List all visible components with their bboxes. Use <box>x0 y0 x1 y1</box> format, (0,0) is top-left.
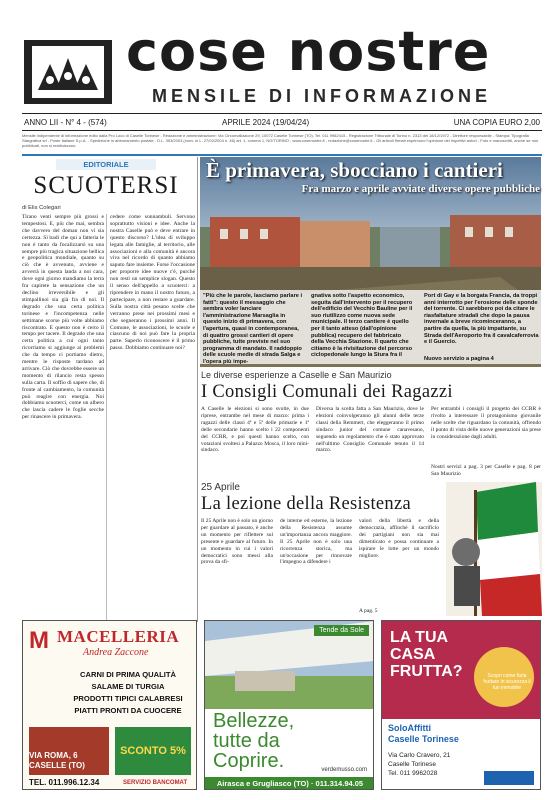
tende-slogan-2: tutte da <box>213 730 280 752</box>
solo-q2: CASA <box>390 646 436 663</box>
masthead-subtitle: MENSILE DI INFORMAZIONE <box>152 86 491 106</box>
macelleria-line-4: PIATTI PRONTI DA CUOCERE <box>74 706 182 715</box>
macelleria-phone: TEL. 011.996.12.34 <box>29 778 100 787</box>
resistenza-ref: A pag. 5 <box>359 608 378 614</box>
tende-footer: Airasca e Grugliasco (TO) · 011.314.94.05 <box>205 777 374 790</box>
ragazzi-ref: Nostri servizi a pag. 3 per Caselle e pag. 8 per San Maurizio <box>431 464 541 477</box>
ad-soloaffitti[interactable] <box>381 620 541 790</box>
macelleria-logo-icon: M <box>29 627 49 654</box>
solo-q1: LA TUA <box>390 629 449 646</box>
hero-title: È primavera, sbocciano i cantieri <box>206 158 503 182</box>
tende-slogan-1: Bellezze, <box>213 710 295 732</box>
ad-macelleria[interactable] <box>22 620 197 790</box>
hero-caption-1: "Più che le parole, lasciamo parlare i fatti": questo il messaggio che sembra voler lanciare l'amministrazione Marsaglia in questo inizio di primavera, con l'apertura, quasi in contemporanea, di quattro grossi cantieri di opere pubbliche, tutte previste nel suo programma di mandato. Il raddoppio delle scuole medie di strada Salga e l'opera più impe- <box>203 293 303 365</box>
top-rule <box>22 113 542 114</box>
solo-q3: FRUTTA? <box>390 663 463 680</box>
macelleria-line-1: CARNI DI PRIMA QUALITÀ <box>80 670 176 679</box>
ragazzi-column-1: A Caselle le elezioni si sono svolte, in due riprese, entrambe nel mese di marzo: prima i ragazzi delle classi 4ª e 5ª delle primarie e 1ª delle secondarie hanno scelto i 22 componenti del CCRR, e poi questi hanno scelto, con votazioni svoltesi a Palazzo Mosca, il loro mini-sindaco. <box>201 406 309 454</box>
editorial-column-1: Tirano venti sempre più grossi e tempestosi. E, più che mai, sembra che davvero del doman non vi sia certezza. Si badi che qui a fatteria le non è tanto da focalizzarsi su una sempre più tragica situazione bellica e geopolitica mondiale, quanto su ciò che è avvenuto, avviene e avverrà in questa landa a noi cara, dove ogni giorno mandiamo la terra fra capirete la sensazione che un declino irreversibile e gli stimpallinoi sia già fra di noi. Il degrado che una certa politica torinese e l'incompetenza nelle settimane scorse più volte abbiamo riscontrato. E questo non è certo il tempo per tacere. Il degrado che una certa politica a cui ogni tanto ricorriamo si aggiunge ai problemi che da tempo ci portiamo dietro, mentre le risposte tardano ad arrivare. Ciò che dovrebbe essere un momento di rilancio resta spesso sulla carta. Il soffio di sapere che, di fronte al cambiamento, la comunità può reagire con energia. Noi dobbiamo scuoterci, come un albero che lascia cadere le foglie secche per rinascere in primavera. <box>22 214 104 421</box>
cose-nostre-logo <box>22 36 114 108</box>
ragazzi-column-2: Diversa la scelta fatta a San Maurizio, dove le elezioni coinvolgeranno gli alunni delle terze classi della Remmert, che eleggeranno il primo sindaco junior del comune canavesano, seguendo un regolamento che è stato approvato nell'ultimo Consiglio Comunale tenuto il 14 marzo. <box>316 406 424 454</box>
issue-date: APRILE 2024 (19/04/24) <box>222 118 310 127</box>
solo-logo-icon <box>484 771 534 785</box>
ragazzi-kicker: Le diverse esperienze a Caselle e San Maurizio <box>201 370 392 380</box>
resistenza-illustration <box>446 482 542 616</box>
solo-brand: SoloAffitti <box>388 723 431 733</box>
masthead-title: cose nostre <box>126 20 491 83</box>
solo-phone: Tel. 011 9962028 <box>388 770 438 777</box>
macelleria-products <box>63 669 193 717</box>
hero-caption-ref: Nuovo servizio a pagina 4 <box>424 356 494 362</box>
editorial-author: di Elis Colegari <box>22 205 61 211</box>
macelleria-city: CASELLE (TO) <box>29 761 85 770</box>
tende-slogan-3: Coprire. <box>213 750 285 772</box>
hero-subtitle: Fra marzo e aprile avviate diverse opere pubbliche <box>301 183 540 195</box>
solo-address <box>388 751 450 778</box>
resistenza-column-2: de interne ed esterne, la lezione della Resistenza assume un'importanza ancora maggiore. Il 25 Aprile non è solo una ricorrenza storica, ma un'occasione per rinnovare l'impegno a difendere i <box>280 518 352 566</box>
editorial-title: SCUOTERSI <box>33 172 179 199</box>
solo-addr-1: Via Carlo Cravero, 21 <box>388 752 451 759</box>
macelleria-line-3: PRODOTTI TIPICI CALABRESI <box>73 694 183 703</box>
solo-question <box>390 629 463 680</box>
ad-tende[interactable] <box>204 620 374 790</box>
editorial-column-2: cedere come sonnambuli. Servono soprattutto visioni e idee. Anche la nostra Caselle può e deve entrare in questo discorso? L'idea di sviluppo legata alle famiglie, al territorio, alle associazioni e alla comunità è ancora viva nel ricordo di quanto abbiamo saputo fare insieme. Forse l'occasione per proporre idee nuove c'è, purché non resti un semplice slogan. Questo il senso dell'appello a scuoterci: a riprendere in mano il nostro futuro, a partecipare, a non restare a guardare. Sulla nostra città pesano scelte che verranno prese nei prossimi mesi e che segneranno i prossimi anni. Il Comune, le associazioni, le scuole e ciascuno di noi può fare la propria parte. Saperlo riconoscere è il primo passo. Dobbiamo continuare noi? <box>110 214 195 352</box>
issue-price: UNA COPIA EURO 2,00 <box>453 118 540 127</box>
blue-rule <box>22 154 542 156</box>
issue-rule <box>22 130 542 131</box>
hero-caption-2: gnativa sotto l'aspetto economico, seguita dall'intervento per il recupero dell'edificio del Vecchio Bauline per il suo riutilizzo come nuova sede municipale. Il terzo cantiere è quello per il tanto atteso (dall'opinione pubblica) recupero del fabbricato della Vecchia Stazione. Il quarto che citiamo è la rivisitazione del percorso ciclopedonale lungo la Stura fra il <box>311 293 413 359</box>
ragazzi-column-3: Per entrambi i consigli il progetto dei CCRR è rivolto a interessare il protagonismo giovanile nelle scelte che riguardano la comunità, offrendo il punto di vista delle nuove generazioni sia prese in considerazione dagli adulti. <box>431 406 541 440</box>
issue-line <box>22 116 542 130</box>
resistenza-column-3: valori della libertà e della democrazia, affinché il sacrificio dei partigiani non sia mai dimenticato e possa continuare a ispirare le lotte per un mondo migliore. <box>359 518 439 559</box>
resistenza-title: La lezione della Resistenza <box>201 494 411 514</box>
solo-tagline: Scopri come farla fruttare in sicurezza il tuo immobile <box>483 673 531 691</box>
tende-brand: Tende da Sole <box>314 625 369 636</box>
legal-text: Mensile indipendente di informazione edito dalla Pro Loco di Caselle Torinese - Redazione e amministrazione: Via Circonvallazione 29, 10072 Caselle Torinese (TO), Tel. 011 9962415 - Registrazione Tribunale di Torino n. 2313 del 18/12/1972 - Direttore responsabile - Stampa: Tipografia Stargrafica srl - Poste Italiane S.p.A. - Spedizione in abbonamento postale - D.L. 353/2003 (conv. in L. 27/02/2004 n. 46) art. 1, comma 1, NO/TORINO - www.cosenostre.it - redazione@cosenostre.it - Gli articoli firmati esprimono l'opinione dei rispettivi autori - Foto e manoscritti, anche se non pubblicati, non si restituiscono. <box>22 133 539 148</box>
ragazzi-title: I Consigli Comunali dei Ragazzi <box>201 382 453 402</box>
resistenza-column-1: Il 25 Aprile non è solo un giorno per guardare al passato, è anche un momento per riflettere sul presente e guardare al futuro. In un momento in cui i valori democratici sono messi alla prova da sfi- <box>201 518 273 566</box>
solo-branch: Caselle Torinese <box>388 734 459 744</box>
solo-addr-2: Caselle Torinese <box>388 761 436 768</box>
macelleria-promo: SCONTO 5% <box>115 727 191 775</box>
hero-caption-3: Port di Gay e la borgata Francia, da troppi anni interrotto per l'erosione delle sponde del torrente. Ci sarebbero poi da citare le riasfaltature stradali che dopo la pausa invernale a breve ricominceranno, a partire da quella, la più impattante, su Strada dell'Aeroporto fra il cavalcaferrovia e il Guercio. <box>424 293 539 346</box>
column-divider <box>197 157 198 622</box>
tende-site: verdemusso.com <box>321 767 367 773</box>
macelleria-line-2: SALAME DI TURGIA <box>91 682 165 691</box>
issue-number: ANNO LII - N° 4 - (574) <box>24 118 107 127</box>
masthead <box>126 20 546 108</box>
macelleria-title: MACELLERIA <box>57 627 180 646</box>
macelleria-owner: Andrea Zaccone <box>83 647 149 658</box>
macelleria-address: VIA ROMA, 6 <box>29 751 78 760</box>
resistenza-kicker: 25 Aprile <box>201 482 240 493</box>
macelleria-service: SERVIZIO BANCOMAT <box>123 780 188 786</box>
editorial-tag: EDITORIALE <box>56 159 156 170</box>
